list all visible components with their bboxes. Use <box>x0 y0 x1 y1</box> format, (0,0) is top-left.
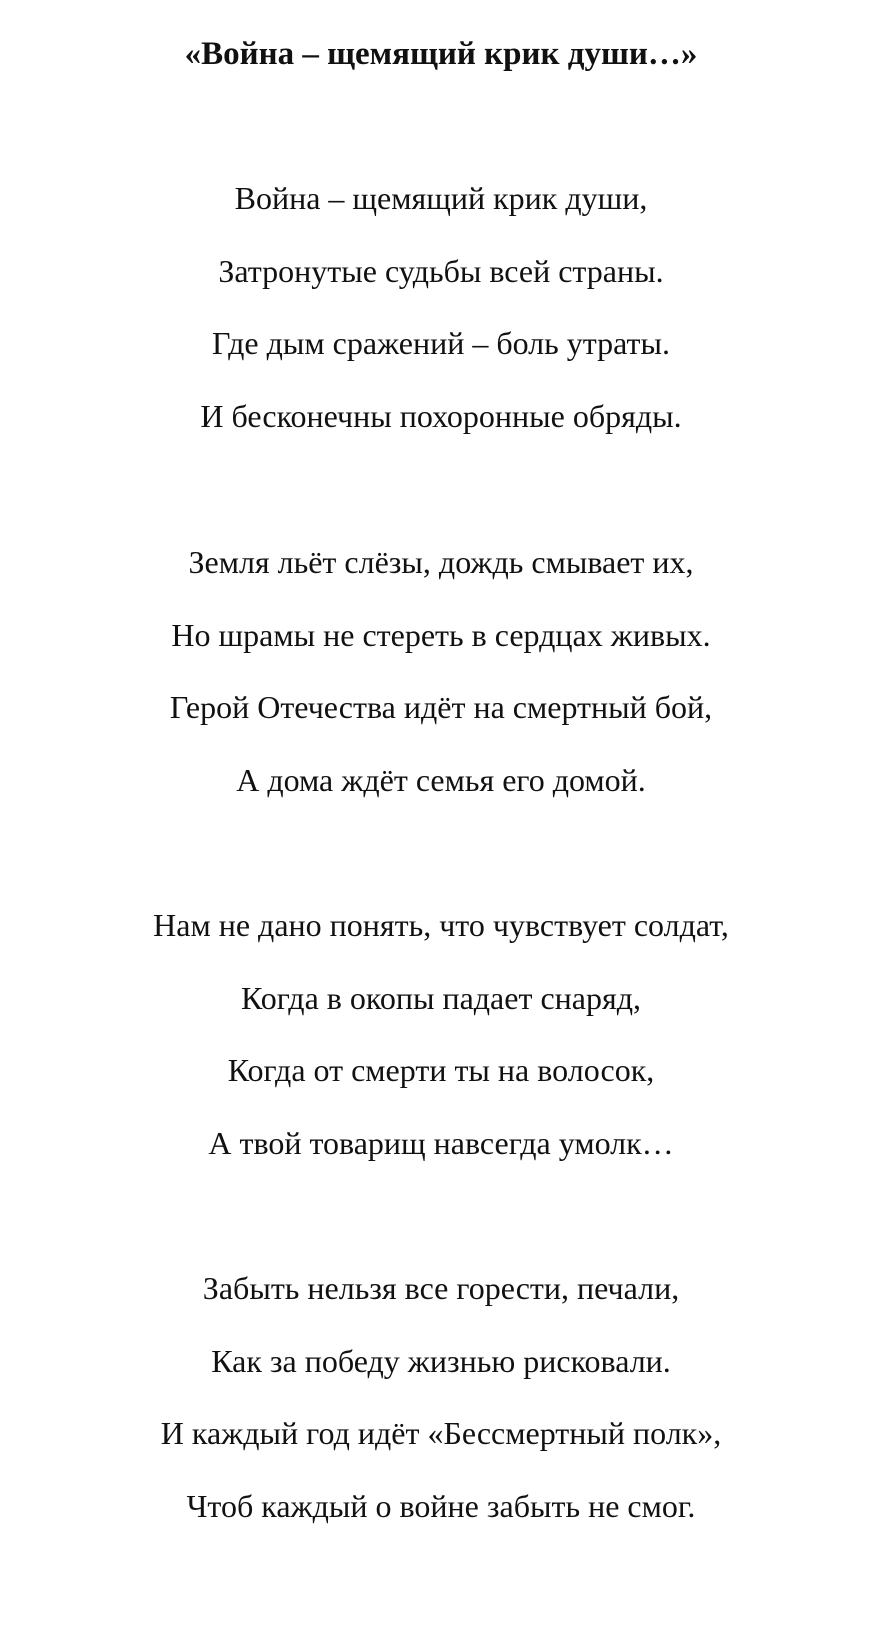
poem-line: А твой товарищ навсегда умолк… <box>208 1124 674 1161</box>
poem-line: Чтоб каждый о войне забыть не смог. <box>186 1487 696 1524</box>
poem-line: Как за победу жизнью рисковали. <box>211 1342 671 1379</box>
stanza-2 <box>0 526 882 816</box>
poem-line: Забыть нельзя все горести, печали, <box>202 1270 680 1306</box>
poem-line: Где дым сражений – боль утраты. <box>212 325 670 361</box>
stanza-4 <box>0 1252 882 1542</box>
poem-line: Но шрамы не стереть в сердцах живых. <box>171 616 711 653</box>
poem-line: Нам не дано понять, что чувствует солдат, <box>153 907 729 943</box>
poem-line: И бесконечны похоронные обряды. <box>200 397 682 434</box>
poem-line: Когда от смерти ты на волосок, <box>227 1052 655 1088</box>
poem-line: И каждый год идёт «Бессмертный полк», <box>160 1415 722 1451</box>
poem-line: Война – щемящий крик души, <box>234 180 648 216</box>
poem-line: Когда в окопы падает снаряд, <box>241 979 641 1016</box>
poem-line: Земля льёт слёзы, дождь смывает их, <box>188 544 694 580</box>
poem-line: Герой Отечества идёт на смертный бой, <box>169 689 713 725</box>
poem-line: Затронутые судьбы всей страны. <box>218 252 664 289</box>
stanza-3 <box>0 889 882 1179</box>
stanza-1 <box>0 162 882 452</box>
poem-title: «Война – щемящий крик души…» <box>184 36 698 72</box>
poem-line: А дома ждёт семья его домой. <box>236 761 646 798</box>
